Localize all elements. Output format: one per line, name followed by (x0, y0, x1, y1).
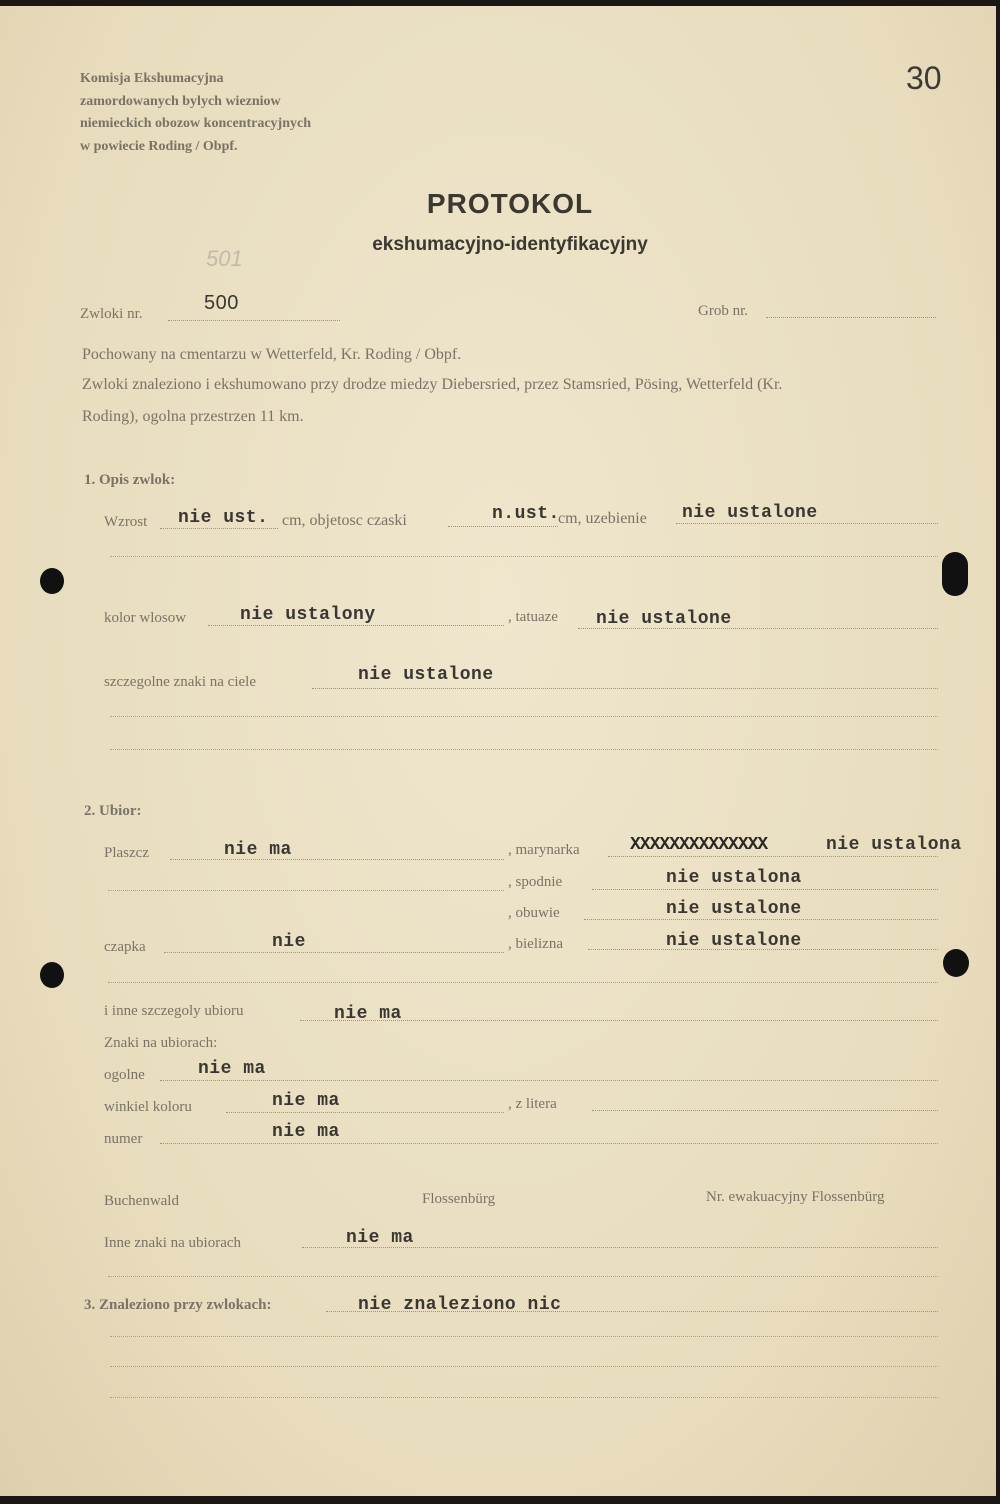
blank-line (110, 1366, 938, 1367)
obuwie-line (584, 919, 938, 920)
znaleziono-heading: 3. Znaleziono przy zwlokach: (84, 1297, 272, 1313)
kolor-label: kolor wlosow (104, 610, 187, 626)
tatuaze-line (578, 628, 938, 629)
kolor-value: nie ustalony (240, 605, 376, 625)
punch-hole (40, 568, 64, 594)
znaleziono-text-1: Zwloki znaleziono i ekshumowano przy drodze miedzy Diebersried, przez Stamsried, Pösing, Wetterfeld (Kr. (82, 376, 783, 393)
czaska-label: cm, objetosc czaski (282, 512, 407, 529)
marynarka-label: , marynarka (508, 842, 580, 858)
inne-znaki-label: Inne znaki na ubiorach (104, 1235, 242, 1251)
numer-line (160, 1143, 938, 1144)
org-line: Komisja Ekshumacyjna (80, 71, 224, 86)
spodnie-value: nie ustalona (666, 868, 802, 888)
znaki-line (312, 688, 938, 689)
uzebienie-label: cm, uzebienie (558, 510, 647, 527)
inne-label: i inne szczegoly ubioru (104, 1003, 244, 1019)
czaska-line (448, 526, 558, 527)
czaska-value: n.ust. (492, 504, 560, 524)
czapka-value: nie (272, 932, 306, 952)
pochowany-text: Pochowany na cmentarzu w Wetterfeld, Kr. Roding / Obpf. (82, 346, 462, 363)
inne-znaki-value: nie ma (346, 1228, 414, 1248)
blank-line (110, 556, 938, 557)
page-number: 30 (906, 60, 942, 96)
org-header (80, 68, 311, 158)
punch-hole (942, 552, 968, 596)
inne-line (300, 1020, 938, 1021)
numer-value: nie ma (272, 1122, 340, 1142)
wzrost-line (160, 528, 278, 529)
zwloki-value: 500 (204, 292, 239, 314)
grob-line (766, 317, 936, 318)
plaszcz-line (170, 859, 504, 860)
blank-line (110, 1397, 938, 1398)
wzrost-label: Wzrost (104, 514, 148, 530)
org-line: zamordowanych bylych wiezniow (80, 93, 281, 109)
zwloki-label: Zwloki nr. (80, 306, 143, 322)
grob-label: Grob nr. (698, 303, 748, 319)
blank-line (110, 749, 938, 750)
punch-hole (40, 962, 64, 988)
obuwie-value: nie ustalone (666, 899, 802, 919)
znaleziono-line (326, 1311, 938, 1312)
marynarka-strikeout: XXXXXXXXXXXXXX (630, 835, 768, 855)
marynarka-line (608, 856, 938, 857)
znaki-value: nie ustalone (358, 665, 494, 685)
znaki-label: szczegolne znaki na ciele (104, 674, 256, 690)
tatuaze-value: nie ustalone (596, 609, 732, 629)
blank-line (108, 890, 504, 891)
org-line: niemieckich obozow koncentracyjnych (80, 116, 311, 131)
pencil-annotation: 501 (206, 246, 243, 271)
ubior-heading: 2. Ubior: (84, 803, 142, 819)
ogolne-line (160, 1080, 938, 1081)
winkiel-line (226, 1112, 504, 1113)
ewakuacyjny-label: Nr. ewakuacyjny Flossenbürg (706, 1189, 885, 1205)
ogolne-label: ogolne (104, 1067, 145, 1083)
opis-heading: 1. Opis zwlok: (84, 472, 176, 488)
czapka-label: czapka (104, 939, 146, 955)
bielizna-line (588, 949, 938, 950)
kolor-line (208, 625, 504, 626)
plaszcz-label: Plaszcz (104, 845, 149, 861)
spodnie-line (592, 889, 938, 890)
znaleziono-value: nie znaleziono nic (358, 1295, 562, 1315)
ogolne-value: nie ma (198, 1059, 266, 1079)
org-line: w powiecie Roding / Obpf. (80, 138, 238, 154)
bielizna-value: nie ustalone (666, 931, 802, 951)
wzrost-value: nie ust. (178, 508, 269, 528)
blank-line (110, 716, 938, 717)
litera-label: , z litera (508, 1096, 557, 1112)
inne-value: nie ma (334, 1004, 402, 1024)
blank-line (108, 982, 938, 983)
buchenwald-label: Buchenwald (104, 1193, 179, 1209)
winkiel-label: winkiel koloru (104, 1099, 192, 1115)
marynarka-value: nie ustalona (826, 835, 962, 855)
inne-znaki-line (302, 1247, 938, 1248)
znaki-ubiory-heading: Znaki na ubiorach: (104, 1035, 218, 1051)
uzebienie-line (676, 523, 938, 524)
numer-label: numer (104, 1131, 143, 1147)
uzebienie-value: nie ustalone (682, 503, 818, 523)
punch-hole (943, 949, 969, 977)
znaleziono-text-2: Roding), ogolna przestrzen 11 km. (82, 408, 304, 425)
litera-line (592, 1110, 938, 1111)
document-subtitle: ekshumacyjno-identyfikacyjny (372, 234, 648, 255)
document-title: PROTOKOL (426, 188, 594, 219)
blank-line (108, 1276, 938, 1277)
obuwie-label: , obuwie (508, 905, 560, 921)
winkiel-value: nie ma (272, 1091, 340, 1111)
zwloki-line (168, 320, 340, 321)
protocol-sheet (0, 6, 996, 1496)
plaszcz-value: nie ma (224, 840, 292, 860)
bielizna-label: , bielizna (508, 936, 563, 952)
blank-line (110, 1336, 938, 1337)
spodnie-label: , spodnie (508, 874, 563, 890)
czapka-line (164, 952, 504, 953)
tatuaze-label: , tatuaze (508, 609, 558, 625)
flossenburg-label: Flossenbürg (422, 1191, 496, 1207)
